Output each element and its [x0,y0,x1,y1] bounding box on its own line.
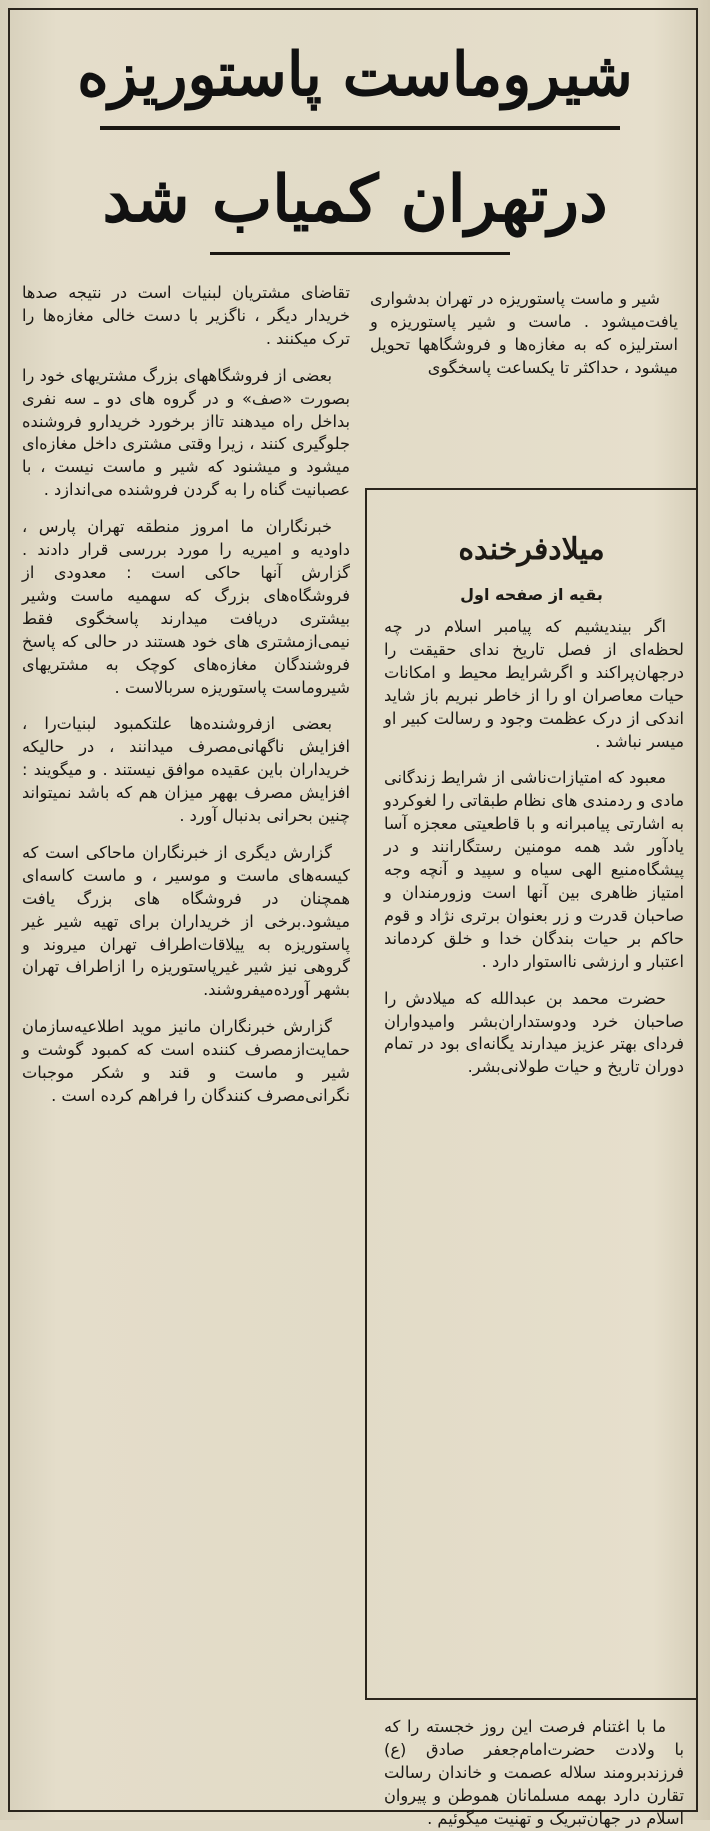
left-paragraph: بعضی از فروشگاههای بزرگ مشتریهای خود را بصورت «صف» و در گروه های دو ـ سه نفری بداخل راه میدهند تااز برخورد خریدارو فروشنده جلوگیری کنند ، زیرا وقتی مشتری داخل مغازه‌ای میشود و میشنود که شیر و ماست نیست ، با عصبانیت گناه را به گردن فروشنده می‌اندازد . [22,365,350,500]
box-paragraph: اگر بیندیشیم که پیامبر اسلام در چه لحظه‌ای از فصل تاریخ ندای حقیقت را درجهان‌پراکند و اگرشرایط محیط و امکانات حیات معاصران او را از خاطر نبریم باز شاید اندکی از درک عظمت وجود و رسالت کبیر او میسر نباشد . [384,617,684,751]
box-paragraph: معبود که امتیازات‌ناشی از شرایط زندگانی مادی و ردمندی های نظام طبقاتی را لغوکردو به اشارتی پیامبرانه و با قاطعیتی معجزه آسا یادآور شد همه مومنین رستگارانند و در پیشگاه‌منیع الهی سیاه و سپید و آنچه وجه امتیاز ظاهری بین آنها است وزورمندان و صاحبان قدرت و زر بعنوان برتری نژاد و قوم حاکم بر حیات بندگان خدا و خلق کردماند اعتبار و ارزشی نااستوار دارد . [384,768,684,971]
box-paragraph: حضرت محمد بن عبدالله که میلادش را صاحبان خرد ودوستداران‌بشر وامیدواران فردای بهتر عزیز میدارند یگانه‌ای بود در تمام دوران تاریخ و حیات طولانی‌بشر. [384,988,684,1077]
left-paragraph: گزارش دیگری از خبرنگاران ماحاکی است که کیسه‌های ماست و موسیر ، و ماست کاسه‌ای همچنان در فروشگاه های بزرگ یافت میشود.برخی از خریداران برای تهیه شیر غیر پاستوریزه به ییلاقات‌اطراف تهران میروند و گروهی نیز شیر غیرپاستوریزه را ازاطراف تهران بشهر آورده‌میفروشند. [22,842,350,1000]
left-paragraph: بعضی ازفروشنده‌ها علتکمبود لبنیات‌را ، افزایش ناگهانی‌مصرف میدانند ، در حالیکه خریداران باین عقیده موافق نیستند . و میگویند : افزایش مصرف بههر میزان هم که باشد نمیتواند چنین بحرانی بدنبال آورد . [22,714,350,826]
box-body [384,616,684,1696]
closing-text [384,1716,684,1828]
intro-column [370,288,678,464]
headline-divider [100,126,620,130]
left-paragraph: خبرنگاران ما امروز منطقه تهران پارس ، داودیه و امیریه را مورد بررسی قرار دادند . گزارش آنها حاکی است : معدودی از فروشگاه‌های بزرگ که سهمیه ماست وشیر بیشتری دریافت میدارند پاسخگوی فقط نیمی‌ازمشتری های خود هستند در حالی که پاسخ فروشندگان مغازه‌های کوچک به مشتریهای شیروماست پاستوریزه سربالاست . [22,517,350,697]
closing-paragraph: ما با اغتنام فرصت این روز خجسته را که با ولادت حضرت‌امام‌جعفر صادق (ع) فرزندبرومند سلاله عصمت و خاندان رسالت تقارن دارد بهمه مسلمانان هموطن و پیروان اسلام در جهان‌تبریک و تهنیت میگوئیم . [384,1717,684,1828]
left-paragraph: تقاضای مشتریان لبنیات است در نتیجه صدها خریدار دیگر ، ناگزیر با دست خالی مغازه‌ها را ترک میکنند . [22,283,350,348]
left-column [22,282,350,1806]
headline-line-1: شیروماست پاستوریزه [77,40,633,110]
intro-paragraph: شیر و ماست پاستوریزه در تهران بدشواری یافت‌میشود . ماست و شیر پاستوریزه و استرلیزه که به مغازه‌ها و فروشگاهها تحویل میشود ، حداکثر تا یکساعت پاسخگوی [370,289,678,377]
box-subtitle: بقیه از صفحه اول [460,585,603,604]
headline-line-2: درتهران کمیاب شد [102,162,608,237]
left-paragraph: گزارش خبرنگاران مانیز موید اطلاعیه‌سازمان حمایت‌ازمصرف کننده است که کمبود گوشت و شیر و ماست و قند و شکر موجبات نگرانی‌مصرف کنندگان را فراهم کرده است . [22,1017,350,1105]
headline-underline [210,252,510,255]
box-title: میلادفرخنده [458,532,605,567]
